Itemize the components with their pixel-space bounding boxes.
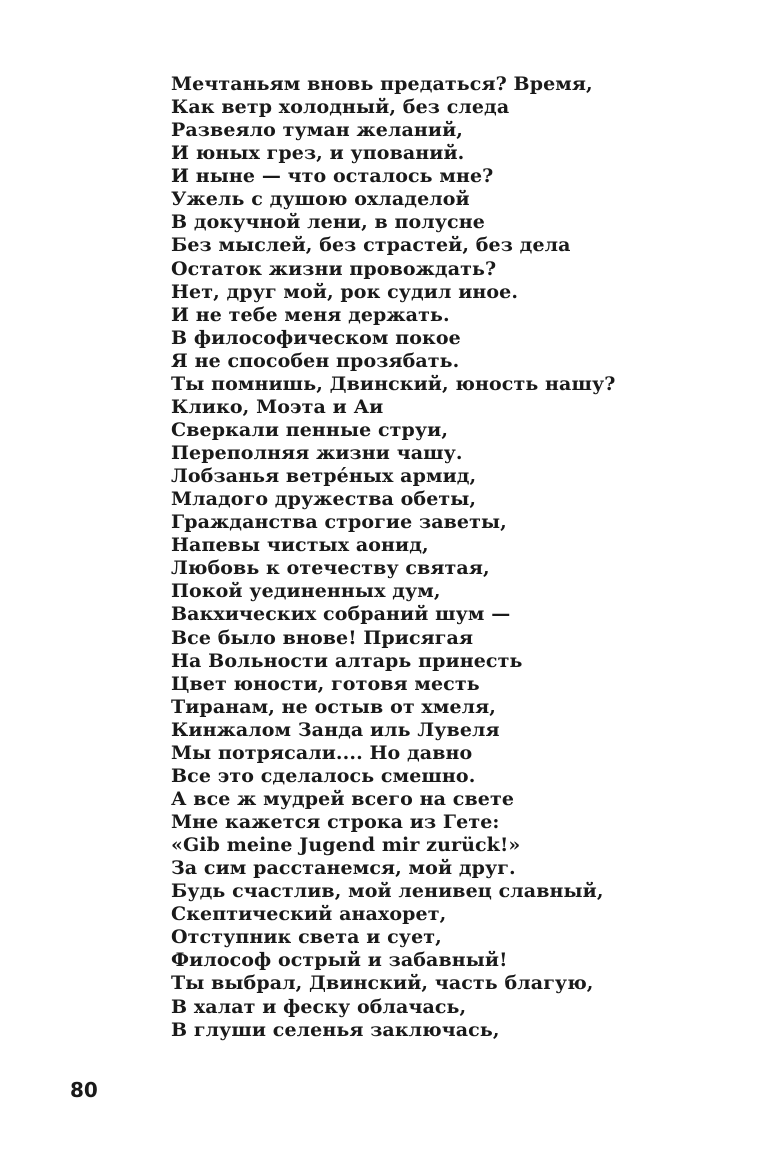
poem-line: В глуши селенья заключась, xyxy=(171,1018,500,1041)
poem-line: Остаток жизни провождать? xyxy=(171,257,497,280)
poem-line: Все было внове! Присягая xyxy=(171,626,474,649)
poem-line: Лобзанья ветрéных армид, xyxy=(171,465,477,488)
poem-line: Мне кажется строка из Гете: xyxy=(171,811,500,833)
poem-line: Отступник света и сует, xyxy=(171,926,442,949)
poem-line: В докучной лени, в полусне xyxy=(171,211,485,234)
poem-line: Ты помнишь, Двинский, юность нашу? xyxy=(171,372,616,395)
poem-line: Переполняя жизни чашу. xyxy=(171,442,463,464)
poem-line: Цвет юности, готовя месть xyxy=(171,672,480,695)
poem-line: В философическом покое xyxy=(171,326,461,349)
poem-line: Любовь к отечеству святая, xyxy=(171,557,490,580)
poem-line: На Вольности алтарь принесть xyxy=(171,649,523,672)
poem-line: Мы потрясали.... Но давно xyxy=(171,741,473,764)
poem-line: Без мыслей, без страстей, без дела xyxy=(171,234,571,257)
poem-line: Будь счастлив, мой ленивец славный, xyxy=(171,880,604,903)
poem-line: Сверкали пенные струи, xyxy=(171,418,449,441)
poem-text xyxy=(171,73,731,1042)
poem-line: За сим расстанемся, мой друг. xyxy=(171,857,516,880)
poem-line: Философ острый и забавный! xyxy=(171,949,508,972)
poem-line: Тиранам, не остыв от хмеля, xyxy=(171,695,496,718)
poem-line: Развеяло туман желаний, xyxy=(171,119,463,142)
poem-line: Покой уединенных дум, xyxy=(171,580,441,603)
poem-line: Ужель с душою охладелой xyxy=(171,188,470,211)
poem-line: Вакхических собраний шум — xyxy=(171,603,511,626)
poem-line: Кинжалом Занда иль Лувеля xyxy=(171,718,500,741)
poem-line: А все ж мудрей всего на свете xyxy=(171,787,515,810)
poem-line: Как ветр холодный, без следа xyxy=(171,96,510,119)
page-number: 80 xyxy=(70,1078,98,1102)
poem-line: Мечтаньям вновь предаться? Время, xyxy=(171,73,593,95)
poem-line: Скептический анахорет, xyxy=(171,903,447,926)
poem-line: Все это сделалось смешно. xyxy=(171,764,476,787)
poem-line: «Gib meine Jugend mir zurück!» xyxy=(171,834,521,857)
poem-line: И ныне — что осталось мне? xyxy=(171,165,494,188)
poem-line: И юных грез, и упований. xyxy=(171,142,465,165)
poem-line: В халат и феску облачась, xyxy=(171,995,467,1018)
poem-line: Ты выбрал, Двинский, часть благую, xyxy=(171,972,594,995)
poem-line: Гражданства строгие заветы, xyxy=(171,511,507,534)
poem-line: И не тебе меня держать. xyxy=(171,303,450,326)
poem-line: Напевы чистых аонид, xyxy=(171,534,429,557)
poem-line: Младого дружества обеты, xyxy=(171,488,477,511)
poem-line: Я не способен прозябать. xyxy=(171,349,460,372)
poem-line: Клико, Моэта и Аи xyxy=(171,395,384,418)
poem-line: Нет, друг мой, рок судил иное. xyxy=(171,280,519,303)
